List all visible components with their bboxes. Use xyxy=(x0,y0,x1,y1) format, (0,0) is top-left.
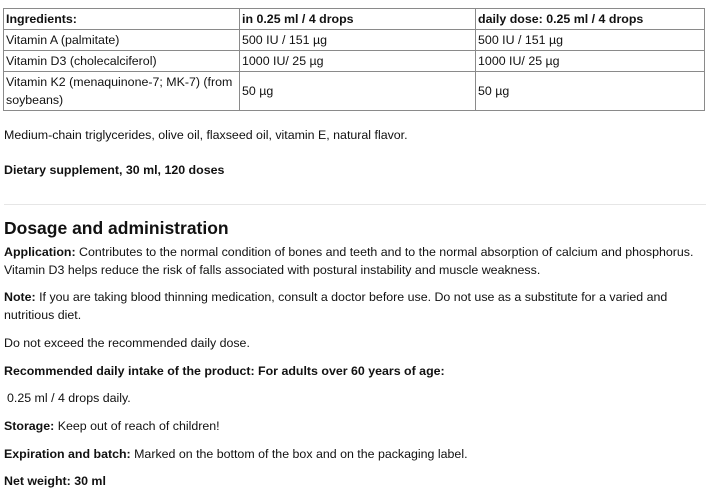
table-cell: 50 µg xyxy=(240,72,476,111)
application-label: Application: xyxy=(4,245,76,259)
application-text: Contributes to the normal condition of bones and teeth and to the normal absorption of calcium and phosphorus. Vitamin D3 helps reduce the risk of falls associated with postural instability and muscle weakness. xyxy=(4,245,694,277)
table-header-cell: daily dose: 0.25 ml / 4 drops xyxy=(476,9,705,30)
table-header-cell: in 0.25 ml / 4 drops xyxy=(240,9,476,30)
expiration-label: Expiration and batch: xyxy=(4,447,131,461)
product-type-bold: Dietary supplement, 30 ml, 120 doses xyxy=(4,163,225,177)
table-row xyxy=(4,51,705,72)
table-cell: 500 IU / 151 µg xyxy=(476,30,705,51)
product-type-text xyxy=(4,161,710,179)
table-cell: 1000 IU/ 25 µg xyxy=(240,51,476,72)
table-cell: 500 IU / 151 µg xyxy=(240,30,476,51)
table-cell: 50 µg xyxy=(476,72,705,111)
table-cell: Vitamin K2 (menaquinone-7; MK-7) (from soybeans) xyxy=(4,72,240,111)
table-row xyxy=(4,30,705,51)
table-row xyxy=(4,72,705,111)
application-paragraph xyxy=(4,243,710,279)
note-paragraph xyxy=(4,288,710,324)
dose-warning-text: Do not exceed the recommended daily dose. xyxy=(4,336,250,350)
table-cell: 1000 IU/ 25 µg xyxy=(476,51,705,72)
ingredients-table xyxy=(3,8,705,111)
section-divider xyxy=(4,204,706,205)
table-header-cell: Ingredients: xyxy=(4,9,240,30)
expiration-paragraph xyxy=(4,445,710,463)
table-cell: Vitamin A (palmitate) xyxy=(4,30,240,51)
recommended-intake-bold: Recommended daily intake of the product: For adults over 60 years of age: xyxy=(4,364,445,378)
storage-label: Storage: xyxy=(4,419,55,433)
table-header-row xyxy=(4,9,705,30)
note-text: If you are taking blood thinning medication, consult a doctor before use. Do not use as a substitute for a varied and nutritious diet. xyxy=(4,290,668,322)
other-ingredients-text: Medium-chain triglycerides, olive oil, flaxseed oil, vitamin E, natural flavor. xyxy=(4,128,408,142)
net-weight-bold: Net weight: 30 ml xyxy=(4,474,106,488)
dose-amount-text: 0.25 ml / 4 drops daily. xyxy=(7,391,131,405)
net-weight-text xyxy=(4,472,710,490)
note-label: Note: xyxy=(4,290,36,304)
section-title: Dosage and administration xyxy=(4,218,229,238)
table-cell: Vitamin D3 (cholecalciferol) xyxy=(4,51,240,72)
expiration-text: Marked on the bottom of the box and on the packaging label. xyxy=(130,447,468,461)
storage-paragraph xyxy=(4,417,710,435)
storage-text: Keep out of reach of children! xyxy=(54,419,220,433)
recommended-intake-text xyxy=(4,362,710,380)
